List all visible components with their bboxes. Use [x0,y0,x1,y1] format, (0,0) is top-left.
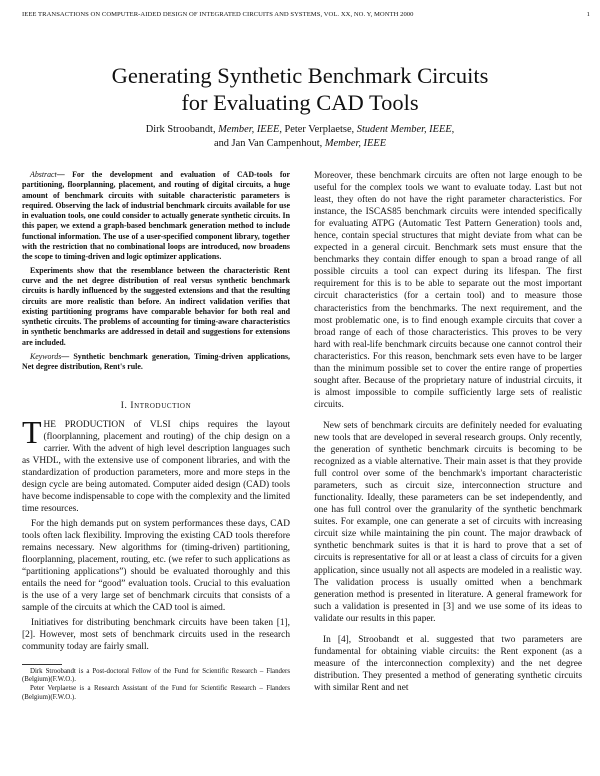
right-paragraph-2: New sets of benchmark circuits are definitely needed for evaluating new tools that are developed in several research groups. Only recently, the generation of synthetic benchmark circuits is becoming to be recognized as a viable alternative. Their main asset is that they provide full control over some of the benchmark's important characteristic parameters, such as circuit size, interconnection structure and functionality. Ideally, these parameters can be set independently, and one has full control over the granularity of the synthetic benchmark suites. For example, one can generate a set of circuits with increasing circuit size while maintaining the pin count. The major drawback of synthetic benchmark suites is that it is hard to prove that a set of circuits is representative for all or at least a class of circuits for a given application, since usually not all aspects are modeled in a realistic way. The validation process is usually omitted when a benchmark generation method is presented in literature. A general framework for such a validation is presented in [3] and we use some of its ideas to validate our results in this paper. [314,420,582,624]
intro-paragraph-2: For the high demands put on system performances these days, CAD tools often lack flexibility. Improving the existing CAD tools therefore remains necessary. New algorithms for (timing-driven) partitioning, floorplanning, placement, routing, etc. (we refer to such applications as “partitioning applications”) should be evaluated thoroughly and this entails the need for “good” evaluation tools. Crucial to this evaluation is the use of a very large set of benchmark circuits that consists of a sample of the circuits at which the CAD tool is aimed. [22,519,290,614]
drop-cap: T [22,413,42,450]
keywords [22,352,290,373]
author-line-1 [0,123,600,137]
intro-paragraph-3: Initiatives for distributing benchmark circuits have been taken [1], [2]. However, most sets of benchmark circuits used in the research community today are fairly small. [22,618,290,653]
keywords-text: — Synthetic benchmark generation, Timing-driven applications, Net degree distribution, Rent's rule. [22,352,290,372]
author-2-name: , Peter Verplaetse, [279,124,357,135]
footnote-2: Peter Verplaetse is a Research Assistant of the Fund for Scientific Research – Flanders (Belgium)(F.W.O.). [22,685,290,701]
running-header [22,11,590,18]
author-1-role: Member, IEEE [218,124,280,135]
title-line-2: for Evaluating CAD Tools [181,90,419,115]
author-1-name: Dirk Stroobandt, [145,124,219,135]
author-line-2 [0,137,600,151]
author-2-role: Student Member, IEEE, [356,124,455,135]
intro-text-1: HE PRODUCTION of VLSI chips requires the layout (floorplanning, placement and routing) of the chip design on a carrier. With the advent of high level description languages such as VHDL, with the extensive use of component libraries, and with the standardization of production parameters, more and more steps in the design cycle are being automated. Computer aided design (CAD) tools have become indispensable to cope with the complexity and the limited time resources. [22,419,290,514]
right-column [314,170,582,697]
footnote-1: Dirk Stroobandt is a Post-doctoral Fellow of the Fund for Scientific Research – Flanders (Belgium)(F.W.O.). [22,667,290,684]
abstract-paragraph-1 [22,170,290,263]
abstract-paragraph-2: Experiments show that the resemblance between the characteristic Rent curve and the net degree distribution of real versus synthetic benchmark circuits is hardly influenced by the suggested extensions and that the resulting circuits are more realistic than before. An indirect validation verifies that existing partitioning programs have comparable behavior for both real and synthetic circuits. The problems of accounting for timing-aware characteristics in synthetic benchmarks are addressed in detail and suggestions for extensions are included. [22,265,290,347]
title-line-1: Generating Synthetic Benchmark Circuits [111,63,489,88]
right-paragraph-3: In [4], Stroobandt et al. suggested that two parameters are fundamental for obtaining viable circuits: the Rent exponent (as a measure of the interconnection complexity) and the net degree distribution. They presented a method of generating synthetic circuits with similar Rent and net [314,634,582,693]
page-number: 1 [586,11,590,18]
author-3-name: and Jan Van Campenhout, [213,137,325,149]
journal-name: IEEE TRANSACTIONS ON COMPUTER-AIDED DESIGN OF INTEGRATED CIRCUITS AND SYSTEMS, VOL. XX, NO. Y, MONTH 2000 [22,11,414,18]
paper-title [0,62,600,116]
left-column [22,170,290,703]
section-heading-introduction: I. Introduction [120,400,192,411]
author-list [0,123,600,150]
footnote-rule [22,664,62,665]
right-paragraph-1: Moreover, these benchmark circuits are often not large enough to be useful for the complex tools we want to evaluate today. Last but not least, they often do not have the right parameter characteristics. For instance, the ISCAS85 benchmark circuits were intended specifically for evaluating ATPG (Automatic Test Pattern Generation) tools and, hence, contain special structures that might deviate from what can be expected in a general circuit. Benchmark sets must ensure that the benchmarks they contain differ enough to span a broad range of all possible circuits a tool can expect during its lifespan. The first requirement for this is to be able to separate out the most important circuit characteristics (for a certain tool) and to measure those characteristics from the benchmarks. The next requirement, and the most problematic one, is to find enough example circuits that cover a broad range of each of those characteristics. This proves to be very hard with real-life benchmark circuits because one cannot control their characteristics. For this reason, benchmark sets even have to be larger than the minimum possible set to cover the entire range of properties sought after. Because of the proprietary nature of industrial circuits, it is almost impossible to compile sufficiently large sets of realistic circuits. [314,171,582,410]
abstract-text-1: — For the development and evaluation of CAD-tools for partitioning, floorplanning, placement, and routing of digital circuits, a huge amount of benchmark circuits with suitable characteristic parameters is required. Observing the lack of industrial benchmark circuits available for use in evaluation tools, one could consider to actually generate synthetic circuits. In this paper, we extend a graph-based benchmark generation method to include functional information. The use of a user-specified component library, together with the restriction that no combinational loops are introduced, now broadens the scope to timing-driven and logic optimizer applications. [22,170,290,262]
abstract-label: Abstract [30,170,57,179]
intro-paragraph-1 [22,413,290,515]
author-3-role: Member, IEEE [324,137,387,149]
keywords-label: Keywords [30,352,62,362]
